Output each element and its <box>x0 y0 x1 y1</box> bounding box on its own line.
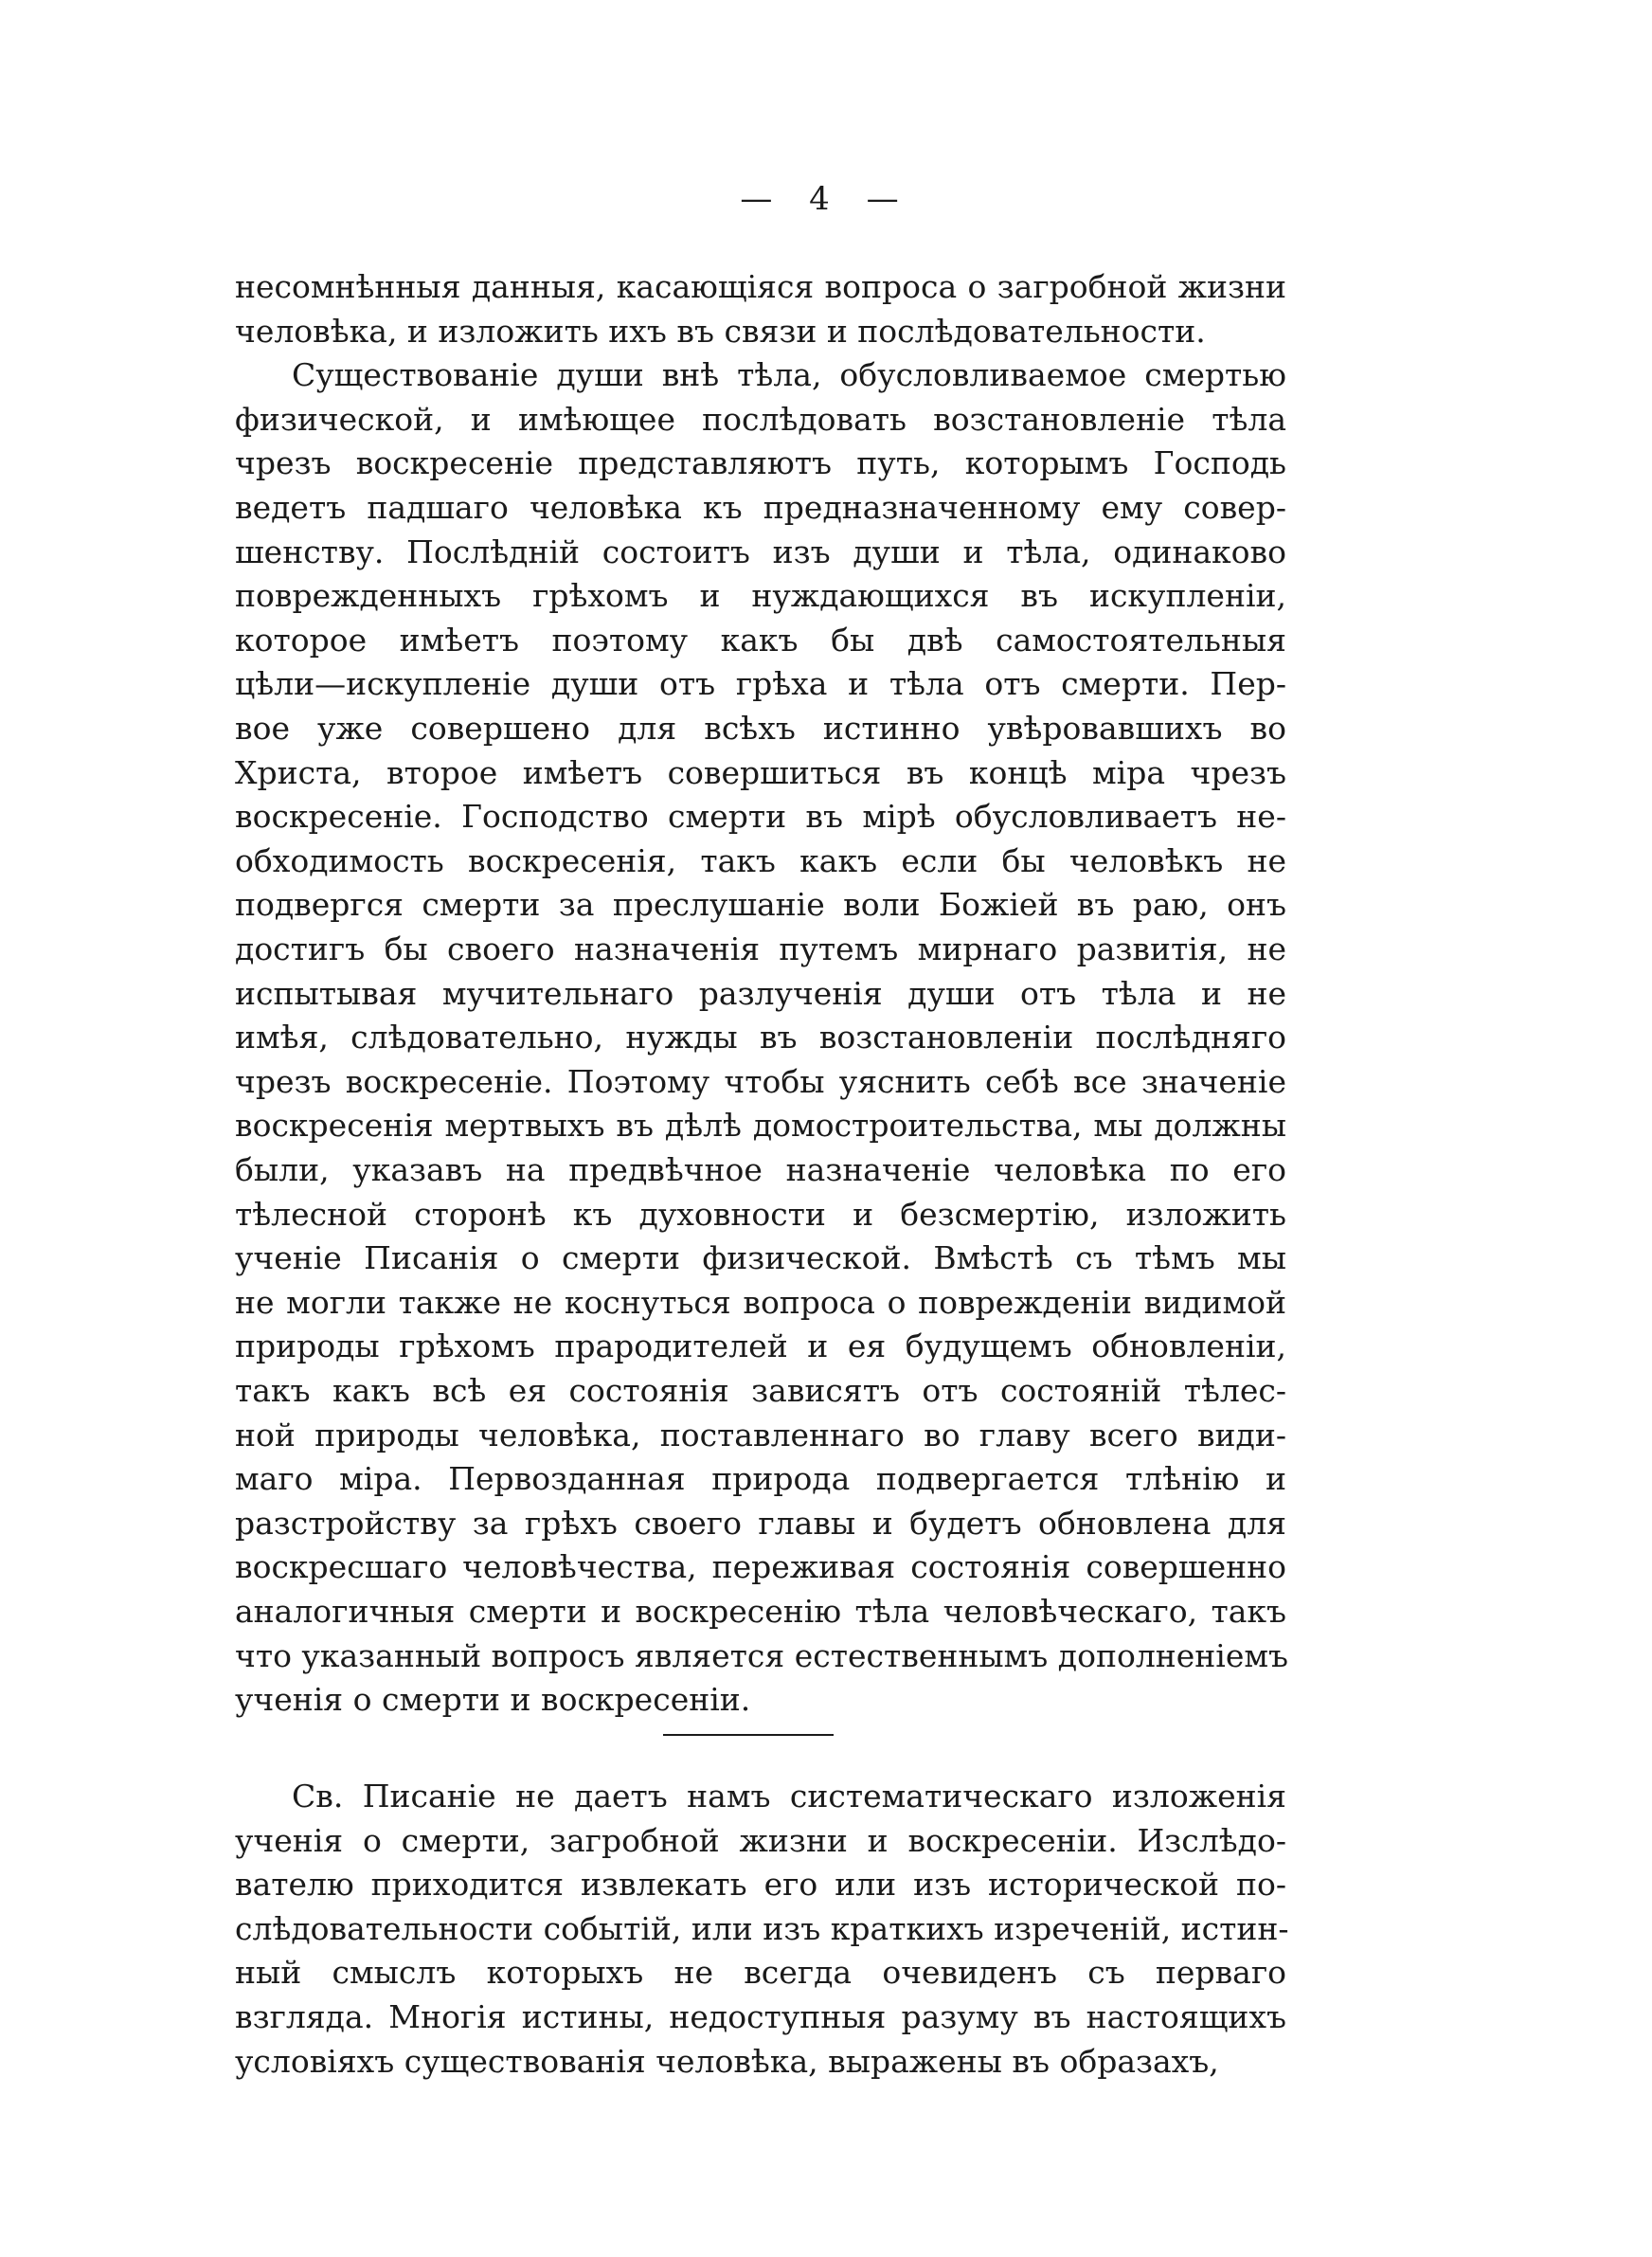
text-line: поврежденныхъ грѣхомъ и нуждающихся въ искупленіи, <box>235 577 1286 615</box>
text-line: испытывая мучительнаго разлученія души отъ тѣла и не <box>235 974 1286 1012</box>
text-line: цѣли—искупленіе души отъ грѣха и тѣла отъ смерти. Пер- <box>235 665 1286 703</box>
text-line: Существованіе души внѣ тѣла, обусловливаемое смертью <box>292 356 1286 394</box>
page-number: — 4 — <box>740 180 912 218</box>
text-line: ученіе Писанія о смерти физической. Вмѣстѣ съ тѣмъ мы <box>235 1239 1286 1277</box>
text-line: взгляда. Многія истины, недоступныя разуму въ настоящихъ <box>235 1998 1286 2035</box>
text-line: чрезъ воскресеніе. Поэтому чтобы уяснить себѣ все значеніе <box>235 1062 1286 1100</box>
text-line: вателю приходится извлекать его или изъ исторической по- <box>235 1866 1286 1904</box>
text-line: достигъ бы своего назначенія путемъ мирнаго развитія, не <box>235 930 1286 967</box>
text-line: воскресеніе. Господство смерти въ мірѣ обусловливаетъ не- <box>235 798 1286 836</box>
text-line: которое имѣетъ поэтому какъ бы двѣ самостоятельныя <box>235 621 1286 659</box>
text-line: маго міра. Первозданная природа подвергается тлѣнію и <box>235 1460 1286 1498</box>
text-line: шенству. Послѣдній состоитъ изъ души и тѣла, одинаково <box>235 533 1286 570</box>
text-line: ный смыслъ которыхъ не всегда очевиденъ съ перваго <box>235 1954 1286 1992</box>
text-line: ведетъ падшаго человѣка къ предназначенному ему совер- <box>235 489 1286 526</box>
text-line: вое уже совершено для всѣхъ истинно увѣровавшихъ во <box>235 710 1286 747</box>
text-line: были, указавъ на предвѣчное назначеніе человѣка по его <box>235 1151 1286 1188</box>
text-line: такъ какъ всѣ ея состоянія зависятъ отъ состояній тѣлес- <box>235 1372 1286 1409</box>
text-line: воскресенія мертвыхъ въ дѣлѣ домостроительства, мы должны <box>235 1107 1286 1145</box>
text-line: несомнѣнныя данныя, касающіяся вопроса о загробной жизни <box>235 268 1286 305</box>
text-line: физической, и имѣющее послѣдовать возстановленіе тѣла <box>235 400 1286 438</box>
text-line: Христа, второе имѣетъ совершиться въ концѣ міра чрезъ <box>235 753 1286 791</box>
text-line: подвергся смерти за преслушаніе воли Божіей въ раю, онъ <box>235 886 1286 924</box>
text-line: человѣка, и изложить ихъ въ связи и послѣдовательности. <box>235 312 1206 350</box>
text-line: имѣя, слѣдовательно, нужды въ возстановленіи послѣдняго <box>235 1019 1286 1056</box>
text-line: что указанный вопросъ является естественнымъ дополненіемъ <box>235 1636 1289 1674</box>
text-line: аналогичныя смерти и воскресенію тѣла человѣческаго, такъ <box>235 1593 1286 1630</box>
text-line: Св. Писаніе не даетъ намъ систематическаго изложенія <box>292 1778 1286 1815</box>
text-line: тѣлесной сторонѣ къ духовности и безсмертію, изложить <box>235 1195 1286 1233</box>
text-line: слѣдовательности событій, или изъ краткихъ изреченій, истин- <box>235 1909 1289 1947</box>
section-divider <box>663 1734 834 1736</box>
text-line: ученія о смерти, загробной жизни и воскресеніи. Изслѣдо- <box>235 1821 1286 1859</box>
text-line: природы грѣхомъ прародителей и ея будущемъ обновленіи, <box>235 1327 1286 1365</box>
text-line: разстройству за грѣхъ своего главы и будетъ обновлена для <box>235 1504 1286 1542</box>
text-line: воскресшаго человѣчества, переживая состоянія совершенно <box>235 1548 1286 1586</box>
text-line: не могли также не коснуться вопроса о поврежденіи видимой <box>235 1283 1286 1321</box>
text-line: ной природы человѣка, поставленнаго во главу всего види- <box>235 1416 1286 1454</box>
text-line: обходимость воскресенія, такъ какъ если бы человѣкъ не <box>235 841 1286 879</box>
text-line: условіяхъ существованія человѣка, выражены въ образахъ, <box>235 2042 1219 2080</box>
text-line: чрезъ воскресеніе представляютъ путь, которымъ Господь <box>235 444 1286 482</box>
text-line: ученія о смерти и воскресеніи. <box>235 1681 751 1719</box>
